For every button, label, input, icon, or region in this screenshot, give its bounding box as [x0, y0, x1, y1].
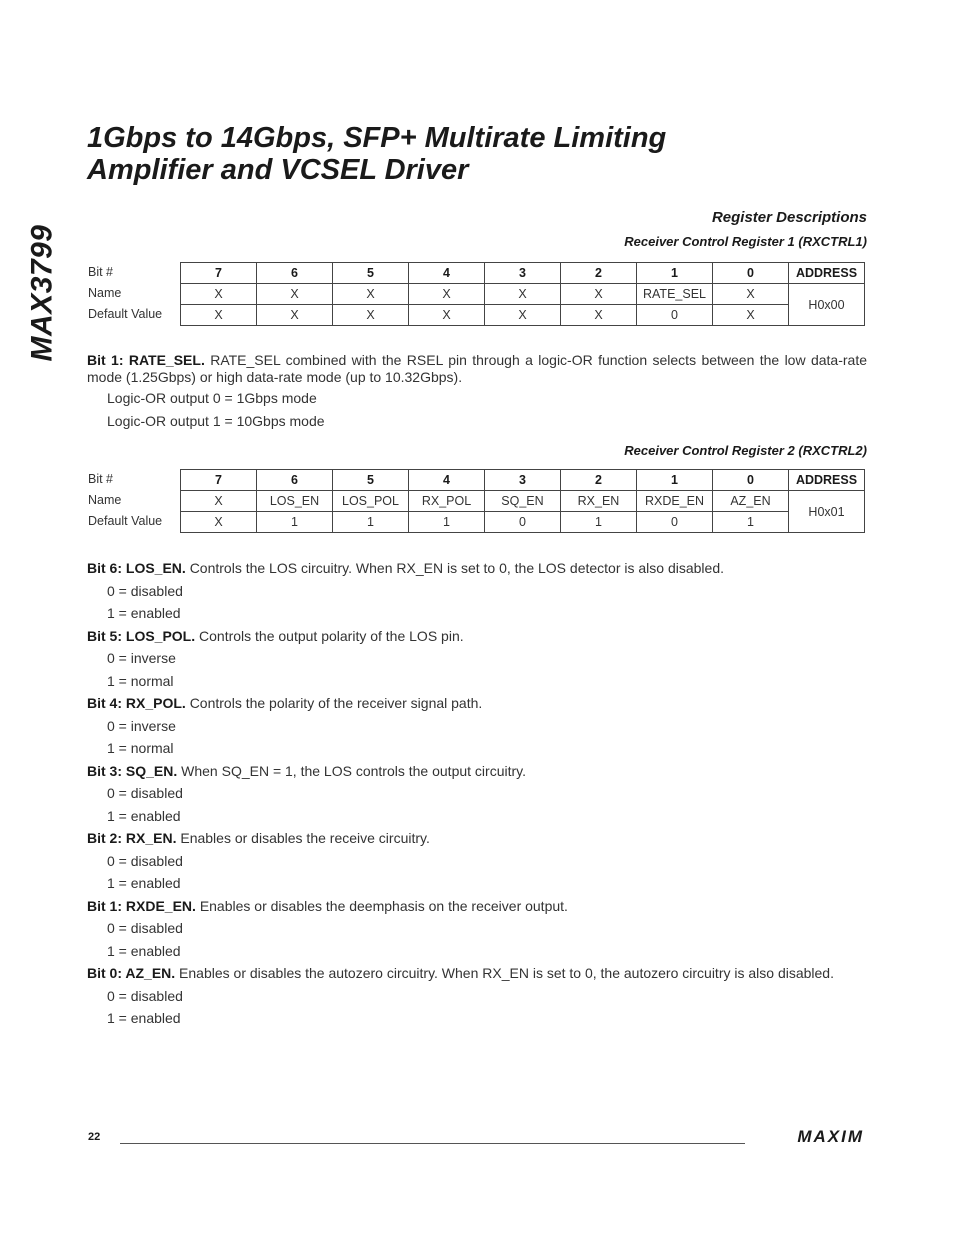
reg2-default-cell: 1 [409, 512, 485, 533]
side-part-number-text: MAX3799 [25, 224, 58, 362]
option-line: 1 = normal [107, 672, 174, 689]
reg1-bit1-text: RATE_SEL combined with the RSEL pin through a logic-OR function selects between the low data-rate mode (1.25Gbps) or high data-rate mode (up to 10.32Gbps). [87, 352, 867, 385]
bit-text: Controls the polarity of the receiver signal path. [189, 695, 483, 711]
maxim-logo [755, 1128, 865, 1144]
bit-text: Controls the LOS circuitry. When RX_EN is set to 0, the LOS detector is also disabled. [189, 560, 724, 576]
reg2-bit-cell: 2 [561, 470, 637, 491]
reg2-name-row [181, 491, 865, 512]
reg2-name-cell: AZ_EN [713, 491, 789, 512]
reg1-name-row [181, 284, 865, 305]
bit-text: Controls the output polarity of the LOS pin. [199, 627, 464, 644]
bit-description [87, 625, 867, 648]
reg1-bit-cell: 6 [257, 263, 333, 284]
reg1-bit1-label: Bit 1: RATE_SEL. [87, 352, 205, 368]
bit-label: Bit 4: RX_POL. [87, 695, 186, 711]
bit-description [87, 827, 867, 850]
reg1-bit-row [181, 263, 865, 284]
reg2-default-cell: 1 [561, 512, 637, 533]
bit-text: Enables or disables the receive circuitry. [180, 830, 430, 846]
reg1-bit-cell: 7 [181, 263, 257, 284]
reg2-name-cell: SQ_EN [485, 491, 561, 512]
bit-text: When SQ_EN = 1, the LOS controls the output circuitry. [181, 762, 526, 779]
reg1-bit-cell: 4 [409, 263, 485, 284]
reg2-caption: Receiver Control Register 2 (RXCTRL2) [624, 443, 867, 458]
reg1-bit-cell: 0 [713, 263, 789, 284]
reg2-name-cell: LOS_EN [257, 491, 333, 512]
reg1-bit-label: Bit # [88, 265, 114, 279]
option-line: 0 = disabled [107, 987, 183, 1004]
reg1-default-label: Default Value [88, 307, 163, 321]
reg2-name-cell: RXDE_EN [637, 491, 713, 512]
reg2-bit-cell: 3 [485, 470, 561, 491]
reg1-name-cell: RATE_SEL [637, 284, 713, 305]
reg1-name-cell: X [257, 284, 333, 305]
reg2-default-cell: X [181, 512, 257, 533]
bit-label: Bit 3: SQ_EN. [87, 762, 178, 779]
reg2-name-cell: LOS_POL [333, 491, 409, 512]
reg2-name-cell: RX_POL [409, 491, 485, 512]
option-line: Logic-OR output 0 = 1Gbps mode [107, 390, 317, 406]
option-line: 0 = disabled [107, 785, 183, 801]
bit-description [87, 557, 867, 580]
reg1-row-labels [88, 262, 180, 325]
option-line: 1 = enabled [107, 942, 181, 959]
reg1-name-cell: X [181, 284, 257, 305]
reg1-default-cell: X [561, 305, 637, 326]
bit-description [87, 692, 867, 715]
reg1-default-cell: 0 [637, 305, 713, 326]
option-line: 1 = normal [107, 740, 174, 756]
bit-text: Enables or disables the deemphasis on the receiver output. [199, 897, 568, 914]
option-line: 0 = disabled [107, 920, 183, 936]
reg1-name-cell: X [333, 284, 409, 305]
reg2-default-label: Default Value [88, 514, 163, 528]
reg2-address-value: H0x01 [789, 491, 865, 533]
reg2-name-cell: X [181, 491, 257, 512]
bit-text: Enables or disables the autozero circuitry. When RX_EN is set to 0, the autozero circuitry is also disabled. [179, 965, 834, 981]
reg1-bit1-options [87, 387, 867, 432]
reg2-default-cell: 1 [713, 512, 789, 533]
reg1-name-cell: X [409, 284, 485, 305]
option-line: 1 = enabled [107, 1010, 181, 1026]
reg2-bit-cell: 7 [181, 470, 257, 491]
option-line: 1 = enabled [107, 875, 181, 891]
reg2-default-cell: 1 [257, 512, 333, 533]
reg2-bit-cell: 4 [409, 470, 485, 491]
reg2-bit-cell: 5 [333, 470, 409, 491]
option-line: 0 = inverse [107, 717, 176, 734]
reg1-bit-cell: 1 [637, 263, 713, 284]
reg1-default-cell: X [257, 305, 333, 326]
reg1-address-header: ADDRESS [789, 263, 865, 284]
reg2-bit-cell: 0 [713, 470, 789, 491]
reg2-table [180, 469, 865, 533]
bit-description [87, 760, 867, 783]
reg1-bit-cell: 5 [333, 263, 409, 284]
reg2-address-header: ADDRESS [789, 470, 865, 491]
reg1-bit-cell: 3 [485, 263, 561, 284]
reg1-default-cell: X [485, 305, 561, 326]
reg1-caption: Receiver Control Register 1 (RXCTRL1) [624, 234, 867, 249]
option-line: 1 = enabled [107, 807, 181, 824]
reg1-default-cell: X [333, 305, 409, 326]
page-number: 22 [88, 1131, 101, 1143]
option-line: 1 = enabled [107, 605, 181, 621]
maxim-logo-text: MAXIM [797, 1128, 864, 1144]
footer-rule [120, 1143, 745, 1144]
section-title: Register Descriptions [711, 209, 867, 226]
reg1-table [180, 262, 865, 326]
reg1-default-cell: X [409, 305, 485, 326]
reg1-default-cell: X [181, 305, 257, 326]
reg2-bit-cell: 1 [637, 470, 713, 491]
reg2-default-cell: 0 [485, 512, 561, 533]
option-line: 0 = inverse [107, 650, 176, 666]
reg2-default-cell: 1 [333, 512, 409, 533]
reg1-default-row [181, 305, 865, 326]
reg1-name-cell: X [561, 284, 637, 305]
reg2-bit-cell: 6 [257, 470, 333, 491]
option-line: 0 = disabled [107, 582, 183, 599]
reg1-bit1-description [87, 352, 867, 386]
bit-label: Bit 2: RX_EN. [87, 830, 177, 846]
reg2-bit-label: Bit # [88, 472, 114, 486]
reg1-address-value: H0x00 [789, 284, 865, 326]
bit-label: Bit 5: LOS_POL. [87, 627, 196, 644]
reg2-name-cell: RX_EN [561, 491, 637, 512]
reg1-name-cell: X [713, 284, 789, 305]
reg1-name-cell: X [485, 284, 561, 305]
bit-description [87, 895, 867, 918]
page-title-line-1: 1Gbps to 14Gbps, SFP+ Multirate Limiting [87, 122, 667, 154]
page-title [87, 122, 867, 186]
reg2-row-labels [88, 469, 180, 532]
reg2-default-cell: 0 [637, 512, 713, 533]
bit-label: Bit 6: LOS_EN. [87, 560, 186, 576]
reg1-bit-cell: 2 [561, 263, 637, 284]
bit-label: Bit 1: RXDE_EN. [87, 897, 196, 914]
reg2-bit-row [181, 470, 865, 491]
reg1-default-cell: X [713, 305, 789, 326]
option-line: 0 = disabled [107, 852, 183, 869]
page-title-line-2: Amplifier and VCSEL Driver [87, 154, 469, 186]
reg1-name-label: Name [88, 286, 122, 300]
bit-description [87, 962, 867, 985]
side-part-number [18, 213, 66, 373]
reg2-default-row [181, 512, 865, 533]
option-line: Logic-OR output 1 = 10Gbps mode [107, 412, 325, 429]
reg2-descriptions [87, 557, 867, 1030]
reg2-name-label: Name [88, 493, 122, 507]
bit-label: Bit 0: AZ_EN. [87, 965, 176, 981]
